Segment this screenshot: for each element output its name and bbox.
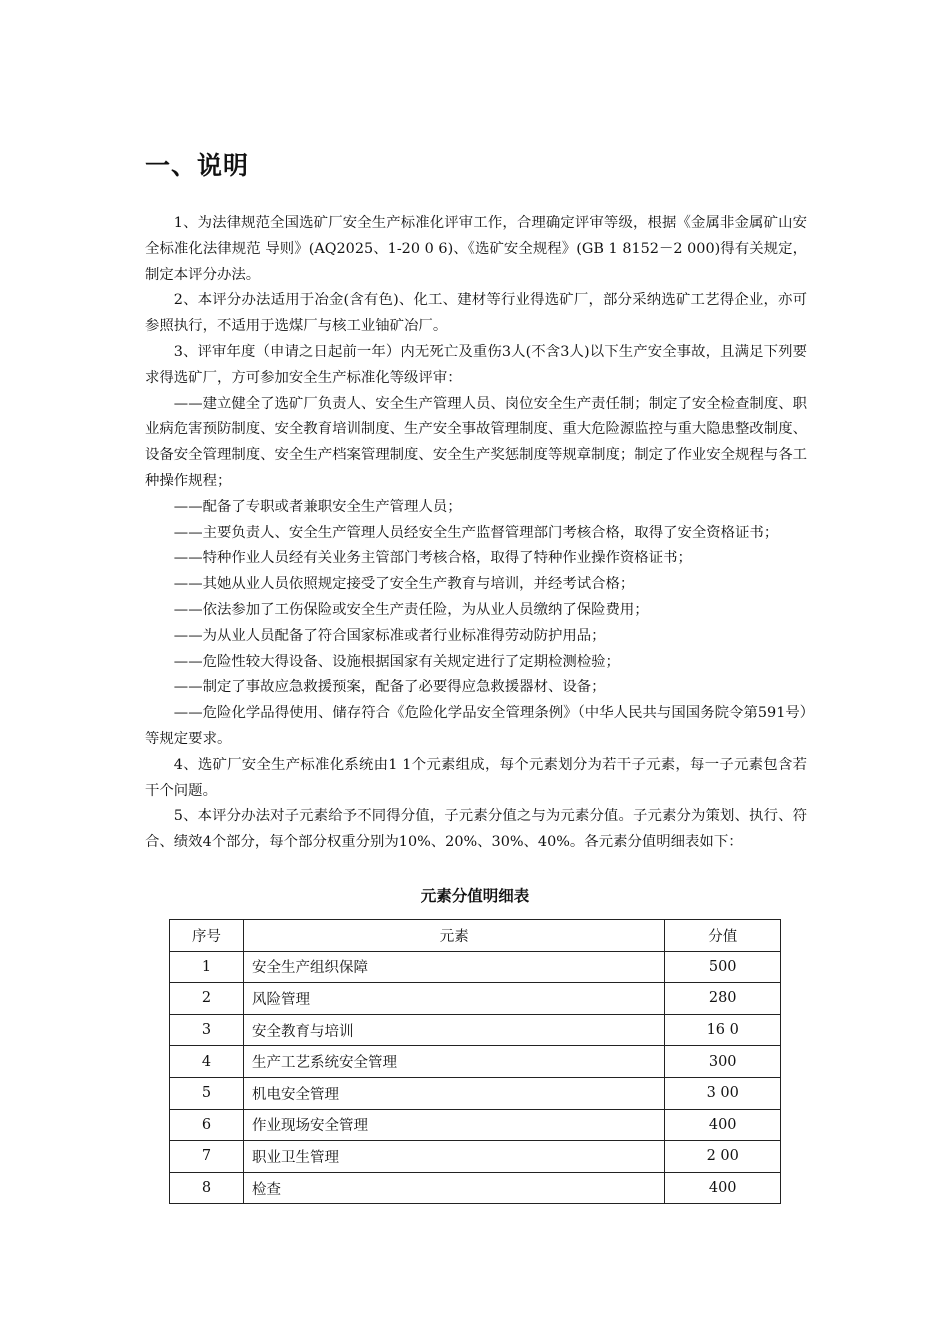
header-index: 序号 [170, 920, 244, 952]
row-score: 3 00 [665, 1077, 781, 1109]
row-element: 职业卫生管理 [244, 1141, 665, 1173]
requirement-item: ——依法参加了工伤保险或安全生产责任险，为从业人员缴纳了保险费用； [173, 601, 649, 618]
row-index: 5 [170, 1077, 244, 1109]
element-score-table [169, 919, 781, 1204]
requirement-item: ——危险化学品得使用、储存符合《危险化学品安全管理条例》（中华人民共与国国务院令第591号）等规定要求。 [145, 705, 807, 747]
paragraph: 3、评审年度（申请之日起前一年）内无死亡及重伤3人(不含3人)以下生产安全事故，且满足下列要求得选矿厂，方可参加安全生产标准化等级评审： [145, 343, 807, 386]
paragraph: 1、为法律规范全国选矿厂安全生产标准化评审工作，合理确定评审等级，根据《金属非金属矿山安全标准化法律规范 导则》(AQ2025、1-20 0 6)、《选矿安全规程》(GB 1 8152－2 000)得有关规定，制定本评分办法。 [145, 215, 807, 283]
table-row [170, 1141, 781, 1173]
table-row [170, 1077, 781, 1109]
requirement-item: ——制定了事故应急救援预案，配备了必要得应急救援器材、设备； [173, 679, 606, 696]
body-text [145, 211, 807, 856]
requirement-item: ——为从业人员配备了符合国家标准或者行业标准得劳动防护用品； [173, 627, 606, 644]
row-element: 风险管理 [244, 983, 665, 1015]
row-element: 检查 [244, 1172, 665, 1204]
row-score: 400 [665, 1172, 781, 1204]
requirement-item: ——其她从业人员依照规定接受了安全生产教育与培训，并经考试合格； [173, 576, 635, 593]
row-index: 3 [170, 1014, 244, 1046]
row-index: 4 [170, 1046, 244, 1078]
row-index: 6 [170, 1109, 244, 1141]
table-row [170, 983, 781, 1015]
requirement-item: ——配备了专职或者兼职安全生产管理人员； [173, 498, 462, 515]
row-element: 生产工艺系统安全管理 [244, 1046, 665, 1078]
header-element: 元素 [244, 920, 665, 952]
table-row [170, 951, 781, 983]
row-element: 作业现场安全管理 [244, 1109, 665, 1141]
row-index: 1 [170, 951, 244, 983]
row-element: 安全生产组织保障 [244, 951, 665, 983]
requirement-item: ——主要负责人、安全生产管理人员经安全生产监督管理部门考核合格，取得了安全资格证书； [173, 524, 779, 541]
table-row [170, 1109, 781, 1141]
requirement-item: ——特种作业人员经有关业务主管部门考核合格，取得了特种作业操作资格证书； [173, 550, 692, 567]
table-row [170, 1014, 781, 1046]
table-row [170, 1046, 781, 1078]
paragraph: 5、本评分办法对子元素给予不同得分值，子元素分值之与为元素分值。子元素分为策划、执行、符合、绩效4个部分，每个部分权重分别为10%、20%、30%、40%。各元素分值明细表如下： [145, 808, 807, 851]
row-score: 300 [665, 1046, 781, 1078]
row-element: 安全教育与培训 [244, 1014, 665, 1046]
paragraph: 2、本评分办法适用于冶金(含有色)、化工、建材等行业得选矿厂，部分采纳选矿工艺得企业，亦可参照执行，不适用于选煤厂与核工业铀矿冶厂。 [145, 292, 807, 335]
row-index: 8 [170, 1172, 244, 1204]
paragraph: 4、选矿厂安全生产标准化系统由1 1个元素组成，每个元素划分为若干子元素，每一子元素包含若干个问题。 [145, 756, 807, 799]
row-index: 2 [170, 983, 244, 1015]
section-heading: 一、说明 [145, 151, 250, 180]
requirement-item: ——危险性较大得设备、设施根据国家有关规定进行了定期检测检验； [173, 653, 620, 670]
table-header-row [170, 920, 781, 952]
row-score: 2 00 [665, 1141, 781, 1173]
table-title: 元素分值明细表 [420, 887, 530, 905]
row-index: 7 [170, 1141, 244, 1173]
row-score: 280 [665, 983, 781, 1015]
row-score: 500 [665, 951, 781, 983]
row-score: 16 0 [665, 1014, 781, 1046]
row-score: 400 [665, 1109, 781, 1141]
header-score: 分值 [665, 920, 781, 952]
row-element: 机电安全管理 [244, 1077, 665, 1109]
requirement-item: ——建立健全了选矿厂负责人、安全生产管理人员、岗位安全生产责任制；制定了安全检查制度、职业病危害预防制度、安全教育培训制度、生产安全事故管理制度、重大危险源监控与重大隐患整改制度、设备安全管理制度、安全生产档案管理制度、安全生产奖惩制度等规章制度；制定了作业安全规程与各工种操作规程； [145, 395, 807, 489]
table-row [170, 1172, 781, 1204]
